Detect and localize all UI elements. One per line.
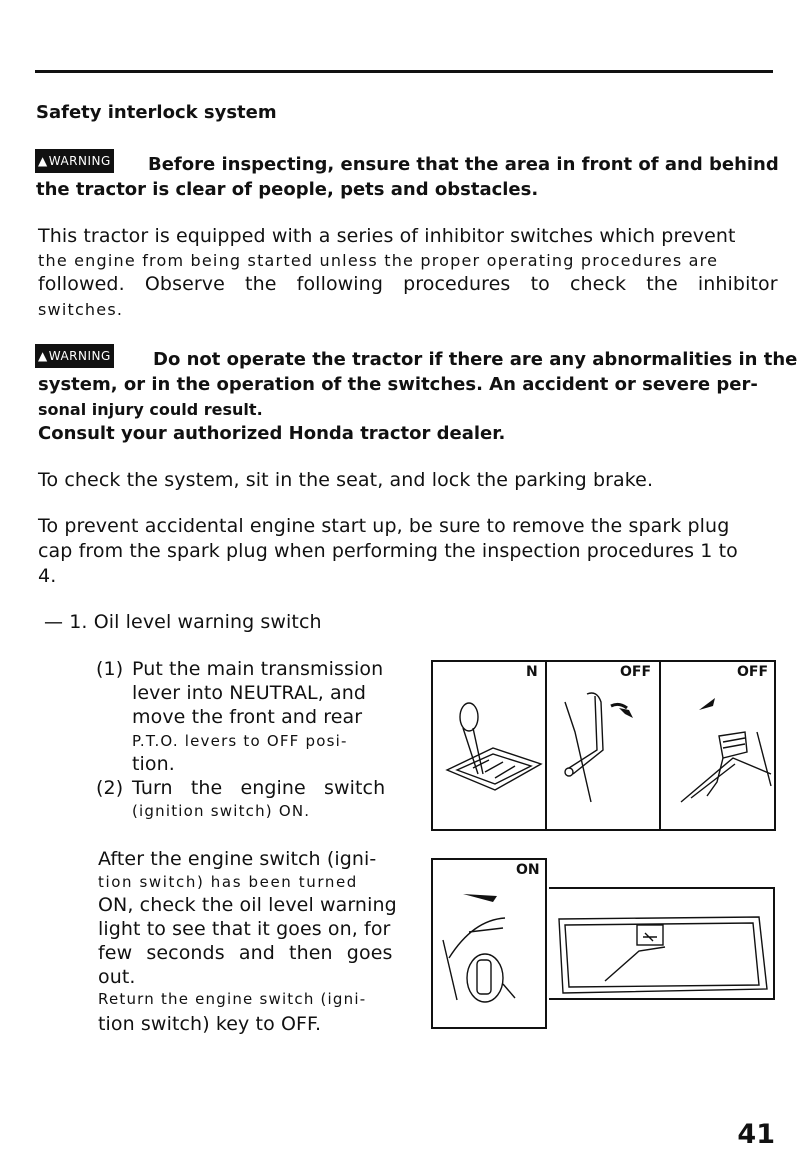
check-paragraph: To check the system, sit in the seat, and lock the parking brake. [38,469,654,491]
prevent-line: To prevent accidental engine start up, be sure to remove the spark plug [38,515,730,537]
warning2-line: Consult your authorized Honda tractor dealer. [38,423,506,444]
after-line: out. [98,966,136,988]
warning2-line: sonal injury could result. [38,400,263,419]
ignition-switch-illustration [433,860,545,1027]
warning-triangle-icon: ▲ [38,154,48,168]
intro-line: followed. Observe the following procedures to check the inhibitor [38,273,778,295]
after-line: Return the engine switch (igni- [98,990,367,1008]
warning-badge: ▲WARNING [35,149,114,173]
warning-triangle-icon: ▲ [38,349,48,363]
substep1-line: tion. [132,753,175,775]
after-line: ON, check the oil level warning [98,894,397,916]
label-on: ON [516,862,540,878]
substep-number: (1) [96,658,124,680]
label-off-rear: OFF [737,664,769,680]
transmission-lever-illustration [433,662,545,829]
warning1-line: the tractor is clear of people, pets and obstacles. [36,179,539,200]
intro-line: switches. [38,300,124,319]
substep2-line: Turn the engine switch [132,777,386,799]
substep2-line: (ignition switch) ON. [132,802,311,820]
after-line: tion switch) has been turned [98,873,358,891]
label-off-front: OFF [620,664,652,680]
intro-line: This tractor is equipped with a series of inhibitor switches which prevent [38,225,736,247]
prevent-line: 4. [38,565,57,587]
warning1-line: Before inspecting, ensure that the area in front of and behind [148,154,779,175]
warning2-line: Do not operate the tractor if there are any abnormalities in the [153,349,798,370]
step1-title: — 1. Oil level warning switch [44,611,322,633]
top-rule [35,70,773,73]
section-title: Safety interlock system [36,102,277,123]
warning2-line: system, or in the operation of the switches. An accident or severe per- [38,374,758,395]
after-line: few seconds and then goes [98,942,393,964]
after-line: tion switch) key to OFF. [98,1013,322,1035]
page-number: 41 [737,1119,775,1150]
substep-number: (2) [96,777,124,799]
intro-line: the engine from being started unless the proper operating procedures are [38,251,719,270]
rear-pto-lever-illustration [661,662,774,829]
after-line: After the engine switch (igni- [98,848,377,870]
label-neutral: N [526,664,538,680]
substep1-line: lever into NEUTRAL, and [132,682,367,704]
prevent-line: cap from the spark plug when performing the inspection procedures 1 to [38,540,738,562]
substep1-line: move the front and rear [132,706,363,728]
front-pto-lever-illustration [547,662,659,829]
after-line: light to see that it goes on, for [98,918,391,940]
substep1-line: Put the main transmission [132,658,384,680]
warning-badge: ▲WARNING [35,344,114,368]
oil-warning-light-illustration [549,889,773,998]
substep1-line: P.T.O. levers to OFF posi- [132,732,348,750]
